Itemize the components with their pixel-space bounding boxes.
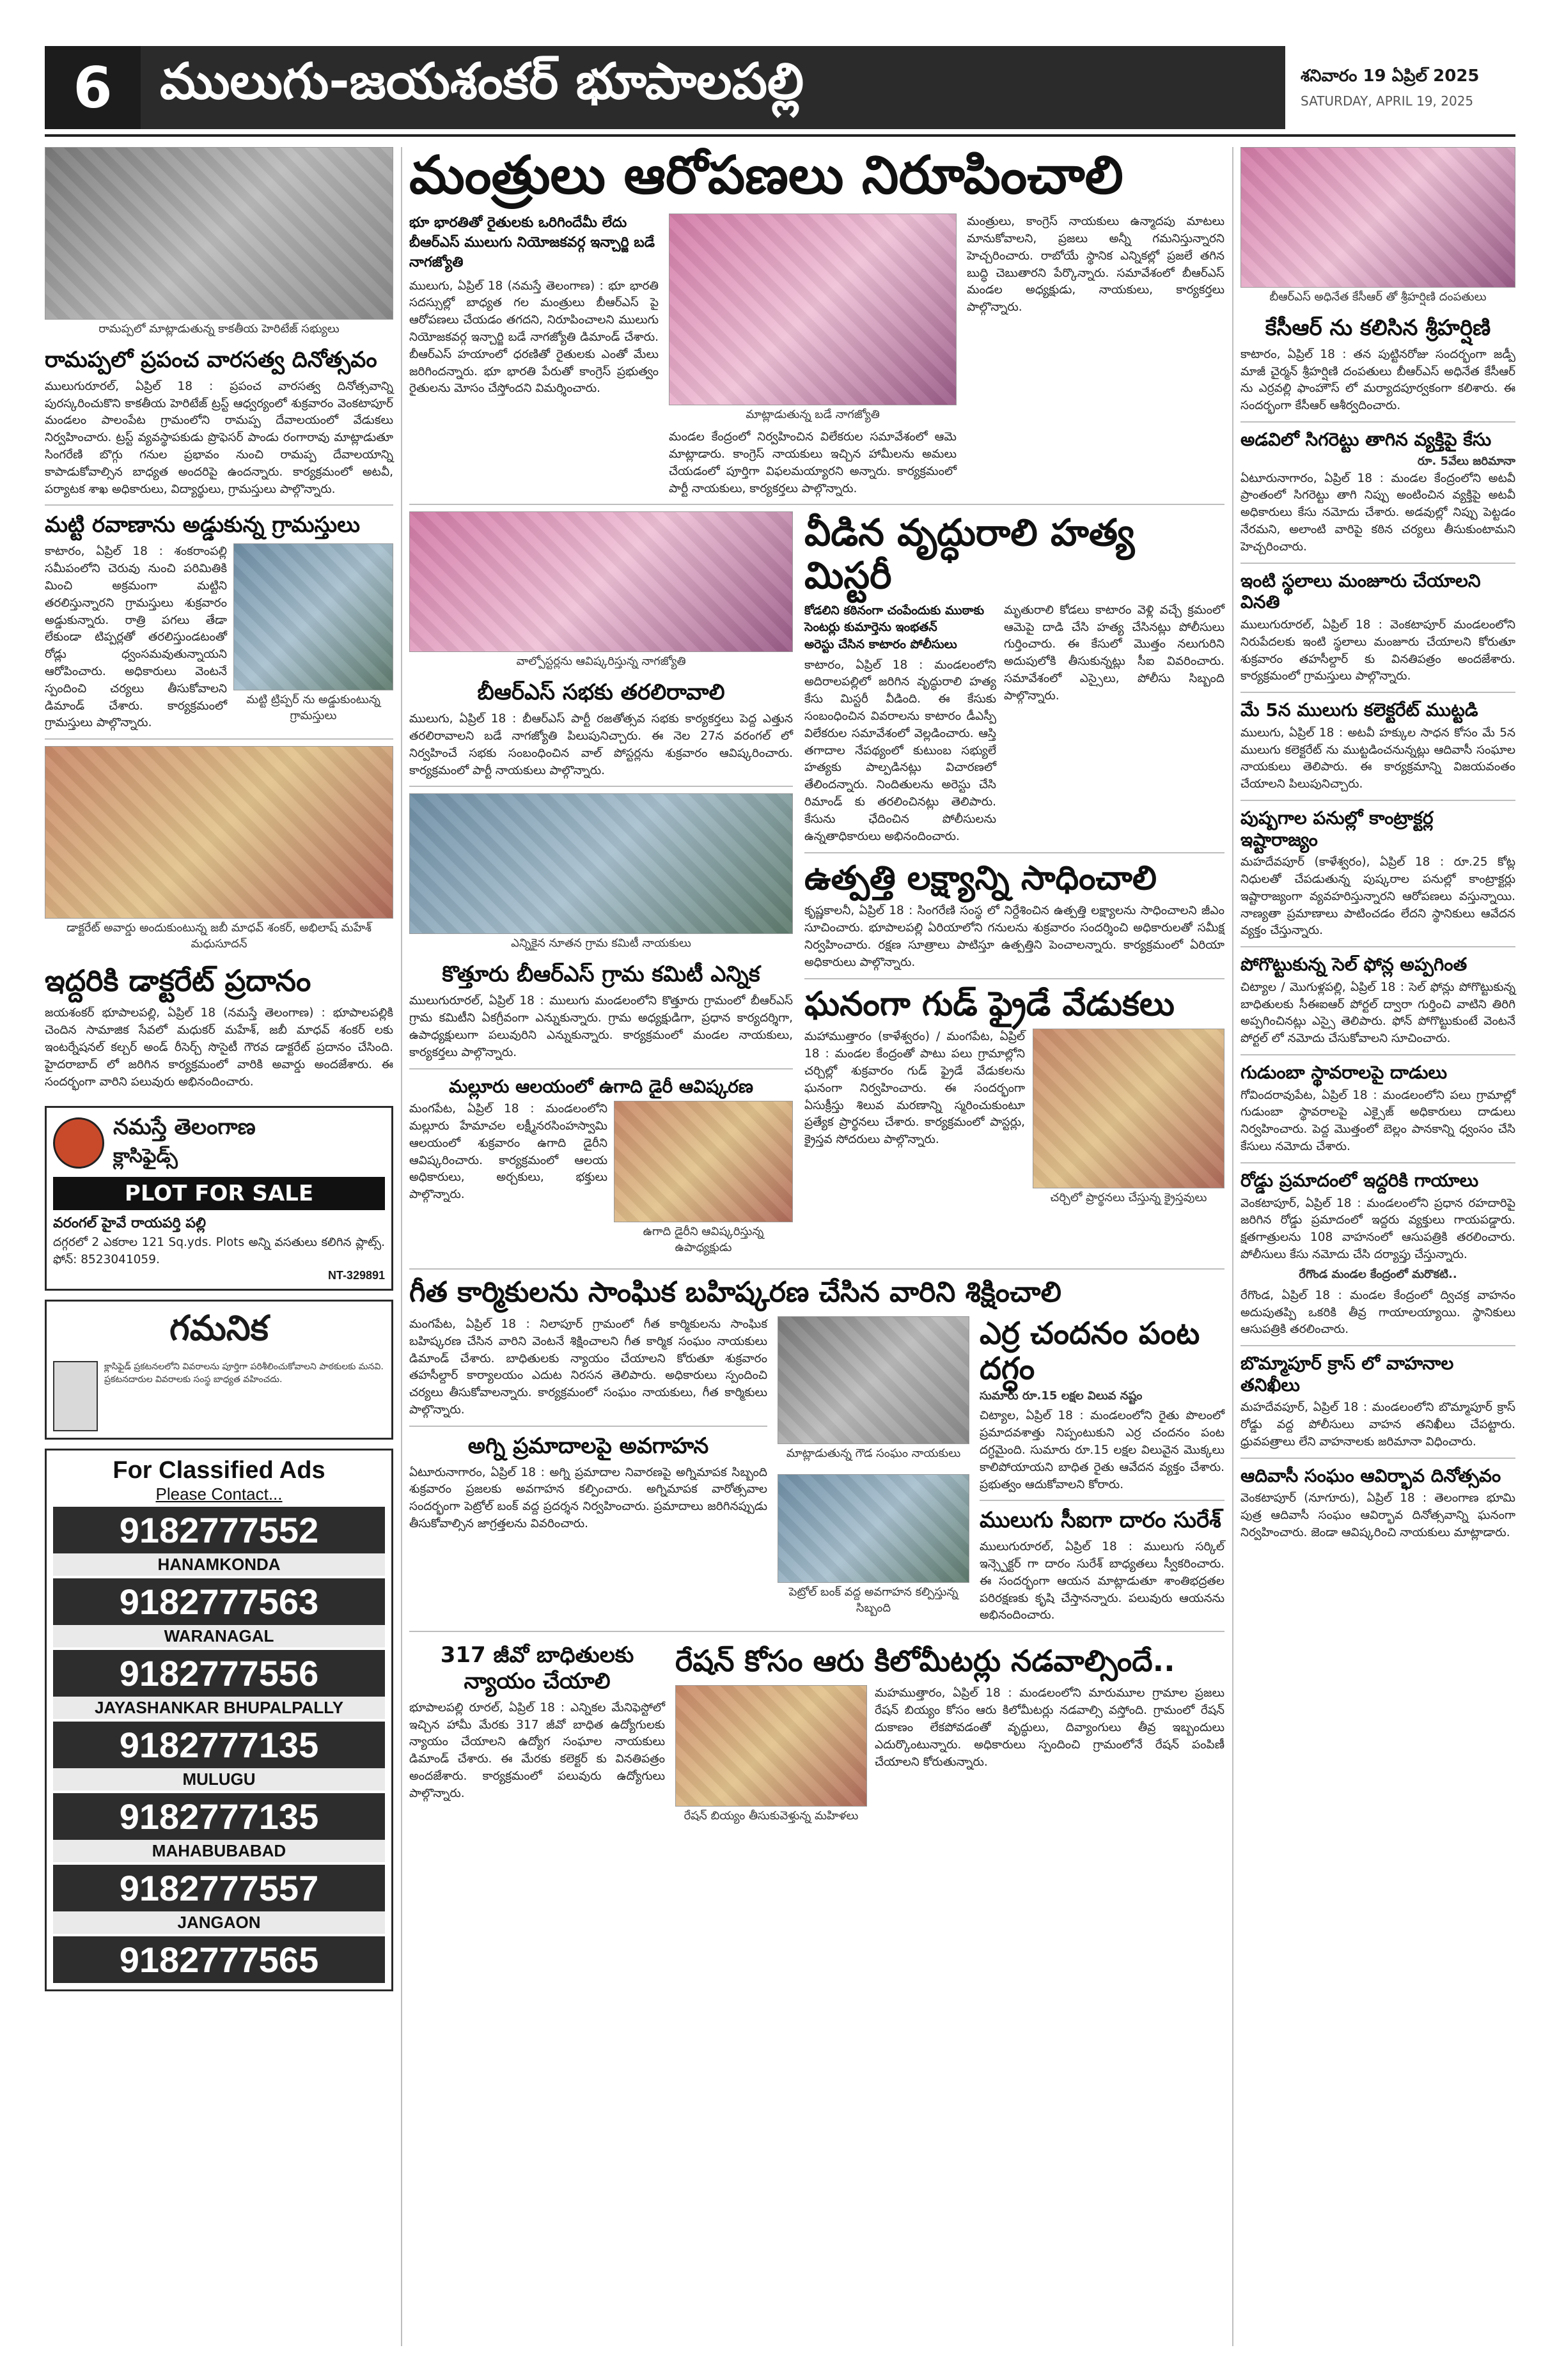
phone-place: MAHABUBABAD xyxy=(53,1840,385,1862)
column-separator xyxy=(401,147,402,2346)
subhead: రేగొండ మండల కేంద్రంలో మరొకటి.. xyxy=(1299,1267,1457,1281)
phone-number: 9182777135 xyxy=(53,1793,385,1840)
photo-caption: బీఆర్ఎస్ అధినేత కేసీఆర్ తో శ్రీహర్షిణి దంపతులు xyxy=(1269,290,1487,304)
date-english: SATURDAY, APRIL 19, 2025 xyxy=(1301,93,1474,109)
brand-logo-icon xyxy=(53,1117,104,1169)
page-title: ములుగు-జయశంకర్ భూపాలపల్లి xyxy=(141,46,1285,129)
headline: రేషన్ కోసం ఆరు కిలోమీటర్లు నడవాల్సిందే.. xyxy=(675,1644,1175,1679)
photo-rammappa xyxy=(45,147,393,320)
divider xyxy=(1240,421,1515,423)
headline: ఉత్పత్తి లక్ష్యాన్ని సాధించాలి xyxy=(804,859,1157,898)
subhead: సుమారు రూ.15 లక్షల విలువ నష్టం xyxy=(980,1389,1143,1403)
headline: అగ్ని ప్రమాదాలపై అవగాహన xyxy=(467,1433,709,1459)
article-body: మృతురాలి కోడలు కాటారం వెళ్లి వచ్చే క్రమంలో ఆమెపై దాడి చేసి హత్య చేసినట్లు పోలీసులు గుర్తించారు. ఈ కేసులో మొత్తం నలుగురిని అదుపులోకి తీసుకున్నట్లు సీఐ వివరించారు. సమావేశంలో ఎస్సైలు, పోలీసు సిబ్బంది పాల్గొన్నారు. xyxy=(1004,603,1224,703)
notice-box xyxy=(45,1300,393,1440)
notice-body: క్లాసిఫైడ్ ప్రకటనలలోని వివరాలను పూర్తిగా పరిశీలించుకోవాలని పాఠకులకు మనవి. ప్రకటనదారుల వివరాలకు సంస్థ బాధ్యత వహించదు. xyxy=(104,1362,384,1385)
article-body: వెంకటాపూర్, ఏప్రిల్ 18 : మండలంలోని ప్రధాన రహదారిపై జరిగిన రోడ్డు ప్రమాదంలో ఇద్దరు వ్యక్తులు గాయపడ్డారు. క్షతగాత్రులను 108 వాహనంలో ఆసుపత్రికి తరలించారు. పోలీసులు కేసు నమోదు చేసి దర్యాప్తు చేస్తున్నారు. xyxy=(1240,1196,1515,1261)
headline: బొమ్మాపూర్ క్రాస్ లో వాహనాల తనిఖీలు xyxy=(1240,1353,1454,1396)
phone-number: 9182777565 xyxy=(53,1936,385,1983)
article-body: వెంకటాపూర్ (నూగూరు), ఏప్రిల్ 18 : తెలంగాణ భూమి పుత్ర ఆదివాసీ సంఘం ఆవిర్భావ దినోత్సవాన్ని ఘనంగా నిర్వహించారు. జెండా ఆవిష్కరించి నాయకులు మాట్లాడారు. xyxy=(1240,1491,1515,1540)
divider xyxy=(1240,1162,1515,1163)
photo-caption: వాల్పోస్టర్లను ఆవిష్కరిస్తున్న నాగజ్యోతి xyxy=(516,655,686,669)
article-body: చిట్యాల, ఏప్రిల్ 18 : మండలంలోని రైతు పొలంలో ప్రమాదవశాత్తు నిప్పంటుకుని ఎర్ర చందనం పంట దగ్ధమైంది. సుమారు రూ.15 లక్షల విలువైన మొక్కలు కాలిపోయాయని బాధిత రైతు ఆవేదన వ్యక్తం చేశారు. ప్రభుత్వం ఆదుకోవాలని కోరారు. xyxy=(980,1409,1224,1491)
phone-place: JAYASHANKAR BHUPALPALLY xyxy=(53,1697,385,1719)
headline: బీఆర్ఎస్ సభకు తరలిరావాలి xyxy=(477,680,725,706)
photo-ration xyxy=(675,1685,867,1807)
phone-place: MULUGU xyxy=(53,1768,385,1791)
divider xyxy=(45,738,393,740)
photo-caption: ఎన్నికైన నూతన గ్రామ కమిటీ నాయకులు xyxy=(511,937,691,951)
divider xyxy=(45,504,393,506)
headline: పుష్పగాల పనుల్లో కాంట్రాక్టర్ల ఇష్టారాజ్యం xyxy=(1240,807,1434,850)
headline: కొత్తూరు బీఆర్ఎస్ గ్రామ కమిటీ ఎన్నిక xyxy=(442,961,760,988)
photo-church xyxy=(1033,1029,1224,1188)
divider xyxy=(804,978,1224,979)
photo-tipper xyxy=(233,543,393,690)
divider xyxy=(1240,946,1515,947)
ad-code: NT-329891 xyxy=(327,1269,385,1282)
classified-sub: Please Contact... xyxy=(155,1484,283,1504)
headline: పోగొట్టుకున్న సెల్ ఫోన్ల అప్పగింత xyxy=(1240,954,1467,976)
headline: ఇద్దరికి డాక్టరేట్ ప్రదానం xyxy=(45,963,311,999)
ad-plot-place: వరంగల్ హైవే రాయపర్తి పల్లి xyxy=(53,1215,206,1232)
headline: ఘనంగా గుడ్ ఫ్రైడే వేడుకలు xyxy=(804,984,1175,1023)
headline: వీడిన వృద్ధురాలి హత్య మిస్టరీ xyxy=(804,511,1135,598)
photo-kothur xyxy=(409,793,793,934)
photo-caption: ఉగాది డైరీని ఆవిష్కరిస్తున్న ఉపాధ్యక్షుడు xyxy=(643,1225,764,1255)
article-body: కాటారం, ఏప్రిల్ 18 : శంకరాంపల్లి సమీపంలోని చెరువు నుంచి పరిమితికి మించి అక్రమంగా మట్టిని తరలిస్తున్నారని గ్రామస్తులు శుక్రవారం అడ్డుకున్నారు. రాత్రి పగలు తేడా లేకుండా టిప్పర్లతో తరలిస్తుండటంతో రోడ్లు ధ్వంసమవుతున్నాయని ఆరోపించారు. అధికారులు వెంటనే స్పందించి చర్యలు తీసుకోవాలని డిమాండ్ చేశారు. కార్యక్రమంలో గ్రామస్తులు పాల్గొన్నారు. xyxy=(45,545,227,730)
headline: మే 5న ములుగు కలెక్టరేట్ ముట్టడి xyxy=(1240,699,1478,721)
article-body: మంత్రులు, కాంగ్రెస్ నాయకులు ఉన్మాదపు మాటలు మానుకోవాలని, ప్రజలు అన్నీ గమనిస్తున్నారని హెచ్చరించారు. రాబోయే స్థానిక ఎన్నికల్లో ప్రజలే తగిన బుద్ధి చెబుతారని పేర్కొన్నారు. సమావేశంలో బీఆర్ఎస్ మండల అధ్యక్షుడు, నాయకులు, కార్యకర్తలు పాల్గొన్నారు. xyxy=(967,215,1224,315)
article-body: గోవిందరావుపేట, ఏప్రిల్ 18 : మండలంలోని పలు గ్రామాల్లో గుడుంబా స్థావరాలపై ఎక్సైజ్ అధికారులు దాడులు నిర్వహించారు. పెద్ద మొత్తంలో బెల్లం పానకాన్ని ధ్వంసం చేసి కేసులు నమోదు చేశారు. xyxy=(1240,1088,1515,1154)
photo-caption: చర్చిలో ప్రార్థనలు చేస్తున్న క్రైస్తవులు xyxy=(1050,1191,1207,1205)
masthead-rule xyxy=(45,134,1515,137)
photo-caption: పెట్రోల్ బంక్ వద్ద అవగాహన కల్పిస్తున్న సిబ్బంది xyxy=(788,1585,958,1615)
headline: మట్టి రవాణాను అడ్డుకున్న గ్రామస్తులు xyxy=(45,512,361,538)
lead-bullet: భూ భారతితో రైతులకు ఒరిగిందేమీ లేదు xyxy=(409,215,627,231)
phone-number: 9182777563 xyxy=(53,1578,385,1625)
column-right xyxy=(1240,147,1515,1542)
divider xyxy=(409,1268,1224,1270)
article-body: మహదేవపూర్, ఏప్రిల్ 18 : మండలంలోని బొమ్మాపూర్ క్రాస్ రోడ్డు వద్ద పోలీసులు వాహన తనిఖీలు చేపట్టారు. ధ్రువపత్రాలు లేని వాహనాలకు జరిమానా విధించారు. xyxy=(1240,1401,1515,1449)
column-left xyxy=(45,147,393,1991)
ad-brand-sub: క్లాసిఫైడ్స్ xyxy=(113,1145,178,1168)
article-body: చిట్యాల / మొగుళ్లపల్లి, ఏప్రిల్ 18 : సెల్ ఫోన్లు పోగొట్టుకున్న బాధితులకు సీఈఐఆర్ పోర్టల్ ద్వారా గుర్తించి వాటిని తిరిగి అప్పగించినట్లు ఎస్సై తెలిపారు. ఫోన్ పోగొట్టుకుంటే వెంటనే పోర్టల్ లో నమోదు చేసుకోవాలని సూచించారు. xyxy=(1240,980,1515,1046)
column-center xyxy=(409,147,1224,1830)
column-separator xyxy=(1232,147,1233,2346)
photo-nagajyothi xyxy=(669,214,957,405)
headline: రోడ్డు ప్రమాదంలో ఇద్దరికి గాయాలు xyxy=(1240,1169,1479,1191)
masthead xyxy=(45,46,1515,129)
divider xyxy=(1240,692,1515,693)
photo-dairy xyxy=(614,1101,793,1222)
divider xyxy=(409,1631,1224,1632)
photo-caption: మాట్లాడుతున్న బడే నాగజ్యోతి xyxy=(746,408,880,422)
notice-icon xyxy=(53,1361,98,1431)
phone-number: 9182777556 xyxy=(53,1650,385,1697)
article-body: భూపాలపల్లి రూరల్, ఏప్రిల్ 18 : ఎన్నికల మేనిఫెస్టోలో ఇచ్చిన హామీ మేరకు 317 జీవో బాధిత ఉద్యోగులకు న్యాయం చేయాలని ఉద్యోగ సంఘాల నాయకులు డిమాండ్ చేశారు. ఈ మేరకు కలెక్టర్ కు వినతిపత్రం అందజేశారు. కార్యక్రమంలో పలువురు ఉద్యోగులు పాల్గొన్నారు. xyxy=(409,1700,665,1800)
article-body: కాటారం, ఏప్రిల్ 18 : మండలంలోని అదిరాలపల్లిలో జరిగిన వృద్ధురాలి హత్య కేసు మిస్టరీ వీడింది. ఈ కేసుకు సంబంధించిన వివరాలను కాటారం డీఎస్పీ విలేకరుల సమావేశంలో వెల్లడించారు. ఆస్తి తగాదాల నేపథ్యంలో కుటుంబ సభ్యులే హత్యకు పాల్పడినట్లు విచారణలో తేలిందన్నారు. నిందితులను అరెస్టు చేసి రిమాండ్ కు తరలించినట్లు తెలిపారు. కేసును ఛేదించిన పోలీసులను ఉన్నతాధికారులు అభినందించారు. xyxy=(804,658,996,843)
classified-ad xyxy=(45,1106,393,1291)
photo-fire xyxy=(778,1474,969,1583)
phone-number: 9182777135 xyxy=(53,1722,385,1768)
photo-caption: డాక్టరేట్ అవార్డు అందుకుంటున్న జబీ మాధవ్ శంకర్, అభిలాష్ మహేశ్ మధుసూదన్ xyxy=(67,921,372,951)
article-body: మండల కేంద్రంలో నిర్వహించిన విలేకరుల సమావేశంలో ఆమె మాట్లాడారు. కాంగ్రెస్ నాయకులు ఇచ్చిన హామీలను అమలు చేయడంలో పూర్తిగా విఫలమయ్యారని అన్నారు. కార్యక్రమంలో పార్టీ నాయకులు, కార్యకర్తలు పాల్గొన్నారు. xyxy=(669,430,957,495)
article-body: ములుగు, ఏప్రిల్ 18 (నమస్తే తెలంగాణ) : భూ భారతి సదస్సుల్లో బాధ్యత గల మంత్రులు బీఆర్ఎస్ పై ఆరోపణలు చేయడం తగదని, నిరూపించాలని ములుగు నియోజకవర్గ ఇన్చార్జి బడే నాగజ్యోతి డిమాండ్ చేశారు. బీఆర్ఎస్ హయాంలో ధరణితో రైతులకు ఎంతో మేలు జరిగిందన్నారు. భూ భారతి పేరుతో కాంగ్రెస్ ప్రభుత్వం రైతులను మోసం చేస్తోందని విమర్శించారు. xyxy=(409,279,659,396)
headline: గీత కార్మికులను సాంఘిక బహిష్కరణ చేసిన వారిని శిక్షించాలి xyxy=(409,1276,1061,1309)
photo-caption: మాట్లాడుతున్న గౌడ సంఘం నాయకులు xyxy=(786,1446,961,1460)
article-body: ములుగు, ఏప్రిల్ 18 : అటవీ హక్కుల సాధన కోసం మే 5న ములుగు కలెక్టరేట్ ను ముట్టడించనున్నట్లు ఆదివాసీ సంఘాల నాయకులు తెలిపారు. ఈ కార్యక్రమాన్ని విజయవంతం చేయాలని పిలుపునిచ్చారు. xyxy=(1240,726,1515,791)
bullet: కోడలిని కఠినంగా చంపేందుకు ముఠాకు xyxy=(804,603,985,618)
headline: అడవిలో సిగరెట్టు తాగిన వ్యక్తిపై కేసు xyxy=(1240,429,1492,451)
headline: 317 జీవో బాధితులకు న్యాయం చేయాలి xyxy=(440,1642,634,1695)
photo-caption: మట్టి ట్రిప్పర్ ను అడ్డుకుంటున్న గ్రామస్తులు xyxy=(246,693,380,723)
ad-plot-label: PLOT FOR SALE xyxy=(53,1177,385,1210)
article-body: ములుగురూరల్, ఏప్రిల్ 18 : ములుగు మండలంలోని కొత్తూరు గ్రామంలో బీఆర్ఎస్ గ్రామ కమిటీని ఏకగ్రీవంగా ఎన్నుకున్నారు. గ్రామ అధ్యక్షుడిగా, ప్రధాన కార్యదర్శిగా, ఉపాధ్యక్షులుగా పలువురిని ఎన్నుకున్నారు. కార్యక్రమంలో మండల నాయకులు, కార్యకర్తలు పాల్గొన్నారు. xyxy=(409,994,793,1059)
divider xyxy=(409,1426,767,1427)
divider xyxy=(980,1500,1224,1501)
article-body: మహదేవపూర్ (కాళేశ్వరం), ఏప్రిల్ 18 : రూ.25 కోట్ల నిధులతో చేపడుతున్న పుష్కరాల పనుల్లో కాంట్రాక్టర్లు ఇష్టారాజ్యంగా వ్యవహరిస్తున్నారని ఆరోపణలు వస్తున్నాయి. నాణ్యతా ప్రమాణాలు పాటించడం లేదని స్థానికులు ఆవేదన వ్యక్తం చేస్తున్నారు. xyxy=(1240,855,1515,938)
article-body: ములుగు, ఏప్రిల్ 18 : బీఆర్ఎస్ పార్టీ రజతోత్సవ సభకు కార్యకర్తలు పెద్ద ఎత్తున తరలిరావాలని బడే నాగజ్యోతి పిలుపునిచ్చారు. ఈ నెల 27న వరంగల్ లో నిర్వహించే సభకు సంబంధించిన వాల్ పోస్టర్లను శుక్రవారం ఆవిష్కరించారు. కార్యక్రమంలో పార్టీ నాయకులు పాల్గొన్నారు. xyxy=(409,712,793,777)
photo-kcr xyxy=(1240,147,1515,288)
contact-box xyxy=(45,1449,393,1991)
divider xyxy=(1240,563,1515,564)
article-body: కృష్ణకాలనీ, ఏప్రిల్ 18 : సింగరేణి సంస్థ లో నిర్దేశించిన ఉత్పత్తి లక్ష్యాలను సాధించాలని జీఎం సూచించారు. భూపాలపల్లి ఏరియాలోని గనులను శుక్రవారం సందర్శించి అధికారులతో సమీక్ష నిర్వహించారు. రక్షణ సూత్రాలు పాటిస్తూ ఉత్పత్తిని పెంచాలన్నారు. కార్యక్రమంలో ఏరియా అధికారులు పాల్గొన్నారు. xyxy=(804,904,1224,969)
article-body: మంగపేట, ఏప్రిల్ 18 : మండలంలోని మల్లూరు హేమాచల లక్ష్మీనరసింహస్వామి ఆలయంలో శుక్రవారం ఉగాది డైరీని ఆవిష్కరించారు. కార్యక్రమంలో ఆలయ అధికారులు, అర్చకులు, భక్తులు పాల్గొన్నారు. xyxy=(409,1102,607,1202)
lead-headline: మంత్రులు ఆరోపణలు నిరూపించాలి xyxy=(409,145,1123,206)
article-body: ఏటూరునాగారం, ఏప్రిల్ 18 : మండల కేంద్రంలోని అటవీ ప్రాంతంలో సిగరెట్టు తాగి నిప్పు అంటించిన వ్యక్తిపై అటవీ అధికారులు కేసు నమోదు చేశారు. అడవుల్లో నిప్పు పెట్టడం నేరమని, అలాంటి వారిపై కఠిన చర్యలు తీసుకుంటామని హెచ్చరించారు. xyxy=(1240,471,1515,554)
article-body: ఏటూరునాగారం, ఏప్రిల్ 18 : అగ్ని ప్రమాదాల నివారణపై అగ్నిమాపక సిబ్బంది శుక్రవారం ప్రజలకు అవగాహన కల్పించారు. అగ్నిమాపక వారోత్సవాల సందర్భంగా పెట్రోల్ బంక్ వద్ద ప్రదర్శన నిర్వహించారు. ప్రమాదాలు జరిగినప్పుడు తీసుకోవాల్సిన జాగ్రత్తలను వివరించారు. xyxy=(409,1465,767,1531)
phone-number: 9182777552 xyxy=(53,1507,385,1553)
headline: ఇంటి స్థలాలు మంజూరు చేయాలని వినతి xyxy=(1240,570,1481,613)
article-body: రేగొండ, ఏప్రిల్ 18 : మండల కేంద్రంలో ద్విచక్ర వాహనం అదుపుతప్పి ఒకరికి తీవ్ర గాయాలయ్యాయి. స్థానికులు ఆసుపత్రికి తరలించారు. xyxy=(1240,1288,1515,1337)
headline: ఆదివాసీ సంఘం ఆవిర్భావ దినోత్సవం xyxy=(1240,1465,1501,1486)
ad-plot-body: దగ్గరలో 2 ఎకరాల 121 Sq.yds. Plots అన్ని వసతులు కలిగిన ప్లాట్స్. ఫోన్: 8523041059. xyxy=(53,1236,385,1267)
ad-brand: నమస్తే తెలంగాణ xyxy=(113,1114,256,1140)
article-body: ములుగురూరల్, ఏప్రిల్ 18 : వెంకటాపూర్ మండలంలోని నిరుపేదలకు ఇంటి స్థలాలు మంజూరు చేయాలని కోరుతూ శుక్రవారం తహసీల్దార్ కు వినతిపత్రం అందజేశారు. కార్యక్రమంలో గ్రామస్తులు పాల్గొన్నారు. xyxy=(1240,618,1515,683)
classified-head: For Classified Ads xyxy=(113,1457,325,1484)
divider xyxy=(409,1068,793,1069)
phone-place: HANAMKONDA xyxy=(53,1553,385,1576)
headline: రామప్పలో ప్రపంచ వారసత్వ దినోత్సవం xyxy=(45,347,377,373)
divider xyxy=(409,786,793,787)
date-box xyxy=(1285,46,1515,129)
article-body: మహముత్తారం, ఏప్రిల్ 18 : మండలంలోని మారుమూల గ్రామాల ప్రజలు రేషన్ బియ్యం కోసం ఆరు కిలోమీటర్లు నడవాల్సి వస్తోంది. గ్రామంలో రేషన్ దుకాణం లేకపోవడంతో వృద్ధులు, దివ్యాంగులు తీవ్ర ఇబ్బందులు ఎదుర్కొంటున్నారు. అధికారులు స్పందించి గ్రామంలోనే రేషన్ పంపిణీ చేయాలని కోరుతున్నారు. xyxy=(875,1686,1224,1769)
headline: ములుగు సీఐగా దారం సురేశ్ xyxy=(980,1507,1221,1534)
phone-place: JANGAON xyxy=(53,1911,385,1934)
headline: కేసీఆర్ ను కలిసిన శ్రీహర్షిణి xyxy=(1265,315,1491,341)
bullet: సెంటర్లు కుమార్తెను ఇంభతన్ xyxy=(804,620,937,635)
article-body: ములుగురూరల్, ఏప్రిల్ 18 : ప్రపంచ వారసత్వ దినోత్సవాన్ని పురస్కరించుకొని కాకతీయ హెరిటేజ్ ట్రస్ట్ ఆధ్వర్యంలో శుక్రవారం వెంకటాపూర్ మండలం పాలంపేట గ్రామంలోని రామప్ప దేవాలయంలో వేడుకలు నిర్వహించారు. ట్రస్ట్ వ్యవస్థాపకుడు ప్రొఫెసర్ పాండు రంగారావు మాట్లాడుతూ సింగరేణి బొగ్గు గనుల ప్రభావం నుంచి రామప్ప దేవాలయాన్ని కాపాడుకోవాల్సిన బాధ్యత అందరిపై ఉందన్నారు. కార్యక్రమంలో అటవీ, పర్యాటక శాఖ అధికారులు, విద్యార్థులు, గ్రామస్తులు పాల్గొన్నారు. xyxy=(45,379,393,496)
page-number: 6 xyxy=(45,46,141,129)
bullet: అరెస్టు చేసిన కాటారం పోలీసులు xyxy=(804,637,957,651)
photo-geetha xyxy=(778,1316,969,1444)
photo-caption: రేషన్ బియ్యం తీసుకువెళ్తున్న మహిళలు xyxy=(684,1809,859,1823)
headline: మల్లూరు ఆలయంలో ఉగాది డైరీ ఆవిష్కరణ xyxy=(448,1075,754,1097)
divider xyxy=(1240,800,1515,801)
divider xyxy=(1240,1054,1515,1055)
article-body: కాటారం, ఏప్రిల్ 18 : తన పుట్టినరోజు సందర్భంగా జడ్పీ మాజీ చైర్మన్ శ్రీహర్షిణి దంపతులు బీఆర్ఎస్ అధినేత కేసీఆర్ ను ఎర్రవల్లి ఫాంహౌస్ లో మర్యాదపూర్వకంగా కలిశారు. ఈ సందర్భంగా కేసీఆర్ ఆశీర్వదించారు. xyxy=(1240,347,1515,413)
notice-title: గమనిక xyxy=(169,1308,269,1349)
photo-doctorate xyxy=(45,746,393,919)
photo-wallposter xyxy=(409,511,793,652)
article-body: ములుగురూరల్, ఏప్రిల్ 18 : ములుగు సర్కిల్ ఇన్స్పెక్టర్ గా దారం సురేశ్ బాధ్యతలు స్వీకరించారు. ఈ సందర్భంగా ఆయన మాట్లాడుతూ శాంతిభద్రతల పరిరక్షణకు కృషి చేస్తానన్నారు. పలువురు ఆయనను అభినందించారు. xyxy=(980,1540,1224,1622)
divider xyxy=(804,852,1224,853)
headline: గుడుంబా స్థావరాలపై దాడులు xyxy=(1240,1062,1448,1084)
divider xyxy=(409,504,1224,505)
phone-place: WARANAGAL xyxy=(53,1625,385,1647)
article-body: జయశంకర్ భూపాలపల్లి, ఏప్రిల్ 18 (నమస్తే తెలంగాణ) : భూపాలపల్లికి చెందిన సామాజిక సేవలో మధుకర్ మహేశ్, జబీ మాధవ్ శంకర్ లకు ఇంటర్నేషనల్ కల్చర్ అండ్ రీసెర్చ్ సొసైటీ గౌరవ డాక్టరేట్ ప్రదానం చేసింది. హైదరాబాద్ లో జరిగిన కార్యక్రమంలో వారికి అవార్డు అందజేశారు. ఈ సందర్భంగా వారిని పలువురు అభినందించారు. xyxy=(45,1006,393,1089)
headline: ఎర్ర చందనం పంట దగ్ధం xyxy=(980,1315,1200,1387)
phone-number: 9182777557 xyxy=(53,1865,385,1911)
photo-caption: రామప్పలో మాట్లాడుతున్న కాకతీయ హెరిటేజ్ సభ్యులు xyxy=(98,322,340,336)
lead-bullet: బీఆర్ఎస్ ములుగు నియోజకవర్గ ఇన్చార్జి బడే నాగజ్యోతి xyxy=(409,234,655,270)
date-telugu: శనివారం 19 ఏప్రిల్ 2025 xyxy=(1301,66,1480,86)
subhead: రూ. 5వేలు జరిమానా xyxy=(1417,454,1515,468)
article-body: మంగపేట, ఏప్రిల్ 18 : నిలాపూర్ గ్రామంలో గీత కార్మికులను సాంఘిక బహిష్కరణ చేసిన వారిని వెంటనే శిక్షించాలని గీత కార్మిక సంఘం నాయకులు డిమాండ్ చేశారు. బాధితులకు న్యాయం చేయాలని కోరుతూ శుక్రవారం తహసీల్దార్ కార్యాలయం ఎదుట నిరసన తెలిపారు. అధికారులు స్పందించి చర్యలు తీసుకోవాలన్నారు. కార్యక్రమంలో సంఘం నాయకులు, గీత కార్మికులు పాల్గొన్నారు. xyxy=(409,1317,767,1417)
divider xyxy=(1240,1345,1515,1346)
article-body: మహాముత్తారం (కాళేశ్వరం) / మంగపేట, ఏప్రిల్ 18 : మండల కేంద్రంతో పాటు పలు గ్రామాల్లోని చర్చిల్లో శుక్రవారం గుడ్ ఫ్రైడే వేడుకలను ఘనంగా నిర్వహించారు. ఈ సందర్భంగా ఏసుక్రీస్తు శిలువ మరణాన్ని స్మరించుకుంటూ ప్రత్యేక ప్రార్థనలు చేశారు. కార్యక్రమంలో పాస్టర్లు, క్రైస్తవ సోదరులు పాల్గొన్నారు. xyxy=(804,1030,1025,1147)
divider xyxy=(1240,1458,1515,1459)
